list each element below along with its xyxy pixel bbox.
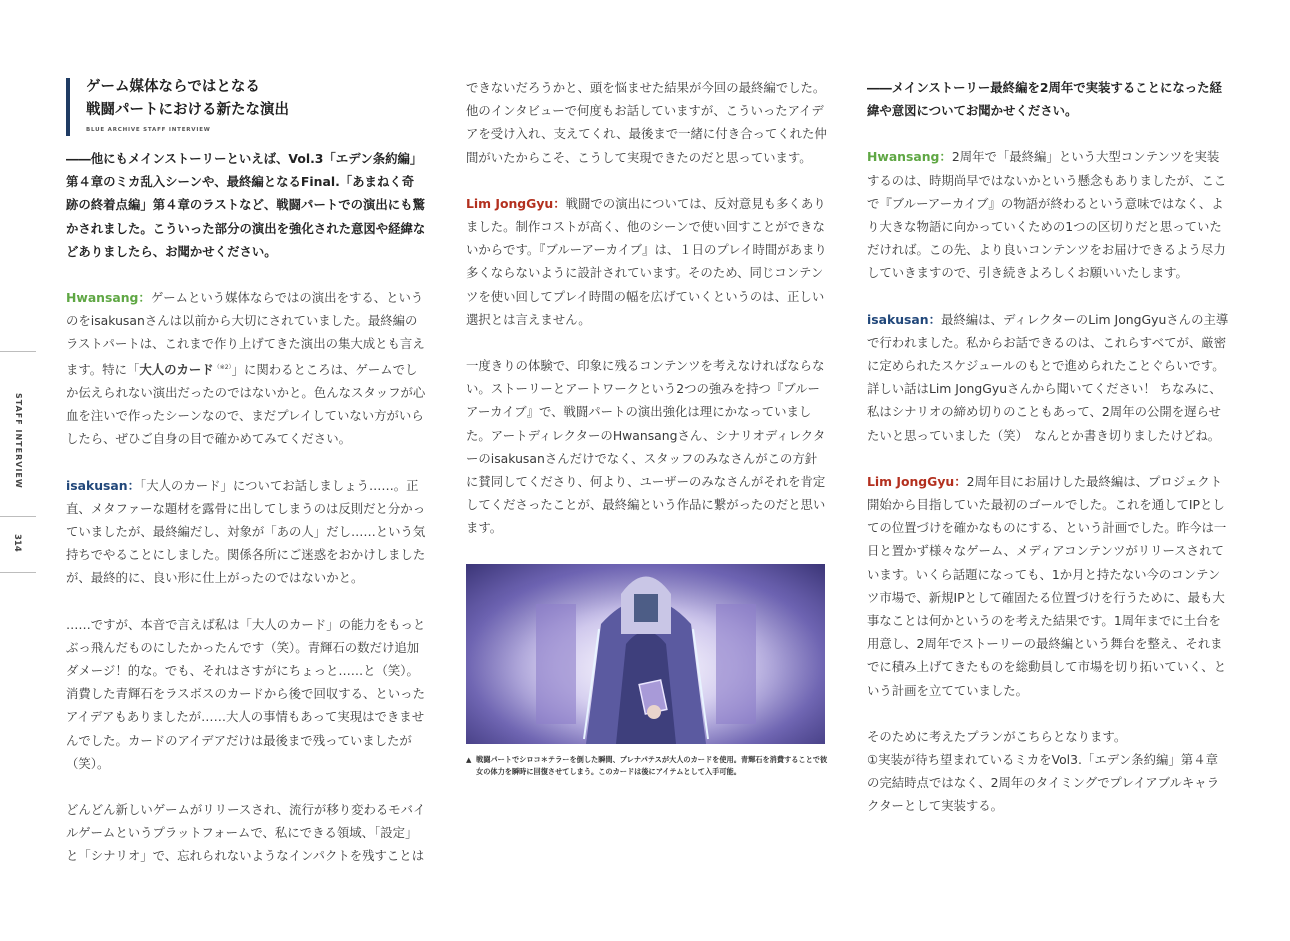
answer-paragraph [66, 474, 426, 590]
answer-text: 2周年で「最終編」という大型コンテンツを実装するのは、時期尚早ではないかという懸念もありましたが、ここで『ブルーアーカイブ』の物語が終わるという意味ではなく、より大きな物語に向かっていくための1つの区切りだと思っていただければ。この先、より良いコンテンツをお届けできるよう尽力していきますので、引き続きよろしくお願いいたします。 [867, 149, 1227, 281]
page-number: 314 [12, 534, 22, 552]
margin-rule [0, 572, 36, 573]
emphasis-text: 大人のカード [139, 361, 214, 377]
speaker-name: isakusan： [66, 477, 140, 493]
margin-rule [0, 351, 36, 352]
game-screenshot-image [466, 564, 825, 744]
heading-title-line1: ゲーム媒体ならではとなる [86, 79, 260, 95]
margin-rule [0, 516, 36, 517]
answer-paragraph [867, 470, 1229, 702]
plan-item: ①実装が待ち望まれているミカをVol3.「エデン条約編」第４章の完結時点ではなく、2周年のタイミングでプレイアブルキャラクターとして実装する。 [867, 752, 1220, 814]
section-label: STAFF INTERVIEW [14, 393, 23, 489]
speaker-name: Hwansang： [66, 290, 151, 306]
answer-text: ゲームという媒体ならではの演出をする、というのをisakusanさんは以前から大切にされていました。最終編のラストパートは、これまで作り上げてきた演出の集大成とも言えます。特に「 [66, 290, 425, 377]
triangle-icon: ▲ [466, 755, 472, 764]
robed-figure-illustration [466, 564, 825, 744]
speaker-name: Hwansang： [867, 149, 952, 165]
column-right [867, 76, 1229, 818]
interview-question: ――他にもメインストーリーといえば、Vol.3「エデン条約編」第４章のミカ乱入シーンや、最終編となるFinal.「あまねく奇跡の終着点編」第４章のラストなど、戦闘パートでの演出にも驚かされました。こういった部分の演出を強化された意図や経緯などありましたら、お聞かせください。 [66, 151, 426, 259]
body-paragraph: できないだろうかと、頭を悩ませた結果が今回の最終編でした。他のインタビューで何度もお話していますが、こういったアイデアを受け入れ、支えてくれ、最後まで一緒に付き合ってくれた仲間がいたからこそ、こうして実現できたのだと思っています。 [466, 80, 827, 165]
answer-paragraph [867, 308, 1229, 447]
answer-paragraph [867, 145, 1229, 284]
answer-text: 2周年目にお届けした最終編は、プロジェクト開始から目指していた最初のゴールでした。これを通してIPとしての位置づけを確かなものにする、という計画でした。昨今は一日と置かず様々なゲーム、メディアコンテンツがリリースされています。いくら話題になっても、1か月と持たない今のコンテンツ市場で、新規IPとして確固たる位置づけを行うために、最も大事なことは何かというのを考えた結果です。1周年までに土台を用意し、2周年でストーリーの最終編という舞台を整え、それまでに積み上げてきたものを総動員して市場を切り拓いていく、という計画を立てていました。 [867, 473, 1227, 698]
body-paragraph: そのために考えたプランがこちらとなります。 [867, 728, 1127, 744]
answer-text: 最終編は、ディレクターのLim JongGyuさんの主導で行われました。私からお話できるのは、これらすべてが、厳密に定められたスケジュールのもとで進められたことぐらいです。詳しい話はLim JongGyuさんから聞いてください！ ちなみに、私はシナリオの締め切りのこともあって、2周年の公開を遅らせたいと思っていました（笑） なんとか書き切りましたけどね。 [867, 311, 1229, 443]
heading-accent-bar [66, 78, 70, 136]
column-middle [466, 76, 828, 778]
footnote-mark: （※2） [213, 363, 232, 371]
body-paragraph: 一度きりの体験で、印象に残るコンテンツを考えなければならない。ストーリーとアートワークという2つの強みを持つ『ブルーアーカイブ』で、戦闘パートの演出強化は理にかなっていました。アートディレクターのHwansangさん、シナリオディレクターのisakusanさんだけでなく、スタッフのみなさんがこの方針に賛同してくださり、何より、ユーザーのみなさんがそれを肯定してくださったことが、最終編という作品に繋がったのだと思います。 [466, 358, 826, 536]
answer-text: 戦闘での演出については、反対意見も多くありました。制作コストが高く、他のシーンで使い回すことができないからです。『ブルーアーカイブ』は、１日のプレイ時間があまり多くならないように設計されています。そのため、同じコンテンツを使い回してプレイ時間の幅を広げていくというのは、正しい選択とは言えません。 [466, 195, 827, 327]
speaker-name: Lim JongGyu： [466, 195, 566, 211]
body-paragraph: どんどん新しいゲームがリリースされ、流行が移り変わるモバイルゲームというプラットフォームで、私にできる領域、「設定」と「シナリオ」で、忘れられないようなインパクトを残すことは [66, 802, 426, 864]
interview-question: ――メインストーリー最終編を2周年で実装することになった経緯や意図についてお聞かせください。 [867, 80, 1222, 119]
heading-title-line2: 戦闘パートにおける新たな演出 [86, 102, 289, 118]
speaker-name: isakusan： [867, 311, 941, 327]
column-left [66, 76, 426, 868]
answer-paragraph [466, 192, 828, 331]
section-heading [66, 76, 426, 133]
speaker-name: Lim JongGyu： [867, 473, 967, 489]
caption-text: 戦闘パートでシロコ＊テラーを倒した瞬間、プレナパテスが大人のカードを使用。青輝石を消費することで彼女の体力を瞬時に回復させてしまう。このカードは後にアイテムとして入手可能。 [476, 754, 828, 776]
heading-subtitle: BLUE ARCHIVE STAFF INTERVIEW [86, 127, 211, 133]
answer-paragraph [66, 286, 426, 451]
body-paragraph: ……ですが、本音で言えば私は「大人のカード」の能力をもっとぶっ飛んだものにしたかったんです（笑）。青輝石の数だけ追加ダメージ！的な。でも、それはさすがにちょっと……と（笑）。消費した青輝石をラスボスのカードから後で回収する、といったアイデアもありましたが……大人の事情もあって実現はできませんでした。カードのアイデアだけは最後まで残っていましたが（笑）。 [66, 616, 426, 771]
answer-text: 」に関わるところは、ゲームでしか伝えられない演出だったのではないかと。色んなスタッフが心血を注いで作ったシーンなので、まだプレイしていない方がいらしたら、ぜひご自身の目で確かめてみてください。 [66, 361, 426, 447]
answer-text: 「大人のカード」についてお話しましょう……。正直、メタファーな題材を露骨に出してしまうのは反則だと分かっていましたが、最終編だし、対象が「あの人」だし……という気持ちでやることにしました。関係各所にご迷惑をおかけしましたが、最終的に、良い形に仕上がったのではないかと。 [66, 477, 426, 586]
figure-caption [466, 754, 828, 778]
